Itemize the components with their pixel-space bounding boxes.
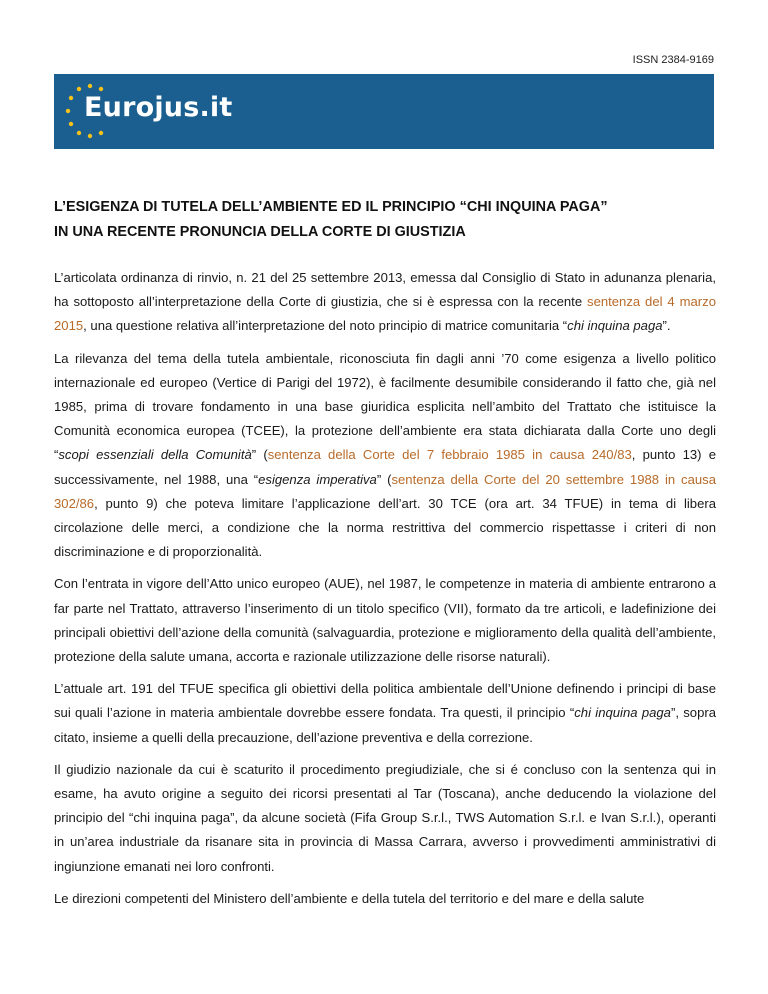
paragraph-6: Le direzioni competenti del Ministero dell’ambiente e della tutela del territorio e del mare e della salute	[54, 890, 645, 906]
paragraph-5: Il giudizio nazionale da cui è scaturito il procedimento pregiudiziale, che si é concluso con la sentenza qui in esame, ha avuto origine a seguito dei ricorsi presentati al Tar (Toscana), anche deducendo la violazione del principio del “chi inquina paga”, da alcune società (Fifa Group S.r.l., TWS Automation S.r.l. e Ivan S.r.l.), operanti in un’area industriale da risanare sita in provincia di Massa Carrara, avverso i provvedimenti amministrativi di ingiunzione emanati nei loro confronti.	[54, 761, 716, 874]
issn-label: ISSN 2384-9169	[632, 54, 714, 66]
paragraph-3: Con l’entrata in vigore dell’Atto unico europeo (AUE), nel 1987, le competenze in materia di ambiente entrarono a far parte nel Trattato, attraverso l’inserimento di un titolo specifico (VII), formato da tre articoli, e ladefinizione dei principali obiettivi dell’azione della comunità (salvaguardia, protezione e miglioramento della qualità dell’ambiente, protezione della salute umana, accorta e razionale utilizzazione delle risorse naturali).	[54, 576, 716, 665]
title-line-2: IN UNA RECENTE PRONUNCIA DELLA CORTE DI GIUSTIZIA	[54, 224, 466, 240]
paragraph-1: L’articolata ordinanza di rinvio, n. 21 del 25 settembre 2013, emessa dal Consiglio di Stato in adunanza plenaria, ha sottoposto all’interpretazione della Corte di giustizia, che si è espressa con la recente sentenza del 4 marzo 2015, una questione relativa all’interpretazione del noto principio di matrice comunitaria “chi inquina paga”.	[54, 270, 716, 334]
article-body	[54, 266, 716, 919]
link-sentenza-1985[interactable]: sentenza della Corte del 7 febbraio 1985 in causa 240/83	[267, 447, 632, 463]
header-banner	[54, 74, 714, 149]
link-sentenza-1988[interactable]: sentenza della Corte del 20 settembre 1988 in causa 302/86	[54, 471, 716, 511]
paragraph-2: La rilevanza del tema della tutela ambientale, riconosciuta fin dagli anni ’70 come esigenza a livello politico internazionale ed europeo (Vertice di Parigi del 1972), è facilmente desumibile considerando il fatto che, già nel 1985, prima di trovare fondamento in una base giuridica esplicita nell’ambito del Trattato che istituisce la Comunità economica europea (TCEE), la protezione dell’ambiente era stata dichiarata dalla Corte uno degli “scopi essenziali della Comunità” (sentenza della Corte del 7 febbraio 1985 in causa 240/83, punto 13) e successivamente, nel 1988, una “esigenza imperativa” (sentenza della Corte del 20 settembre 1988 in causa 302/86, punto 9) che poteva limitare l’applicazione dell’art. 30 TCE (ora art. 34 TFUE) in tema di libera circolazione delle merci, a condizione che la norma restrittiva del commercio rispettasse i criteri di non discriminazione e di proporzionalità.	[54, 350, 716, 560]
paragraph-4: L’attuale art. 191 del TFUE specifica gli obiettivi della politica ambientale dell’Unione definendo i principi di base sui quali l’azione in materia ambientale dovrebbe essere fondata. Tra questi, il principio “chi inquina paga”, sopra citato, insieme a quelli della precauzione, dell’azione preventiva e della correzione.	[54, 681, 717, 745]
link-sentenza-2015[interactable]: sentenza del 4 marzo 2015	[54, 294, 716, 334]
article-title	[54, 195, 716, 245]
site-logo[interactable]: Eurojus.it	[84, 92, 233, 123]
title-line-1: L’ESIGENZA DI TUTELA DELL’AMBIENTE ED IL PRINCIPIO “CHI INQUINA PAGA”	[54, 199, 608, 215]
